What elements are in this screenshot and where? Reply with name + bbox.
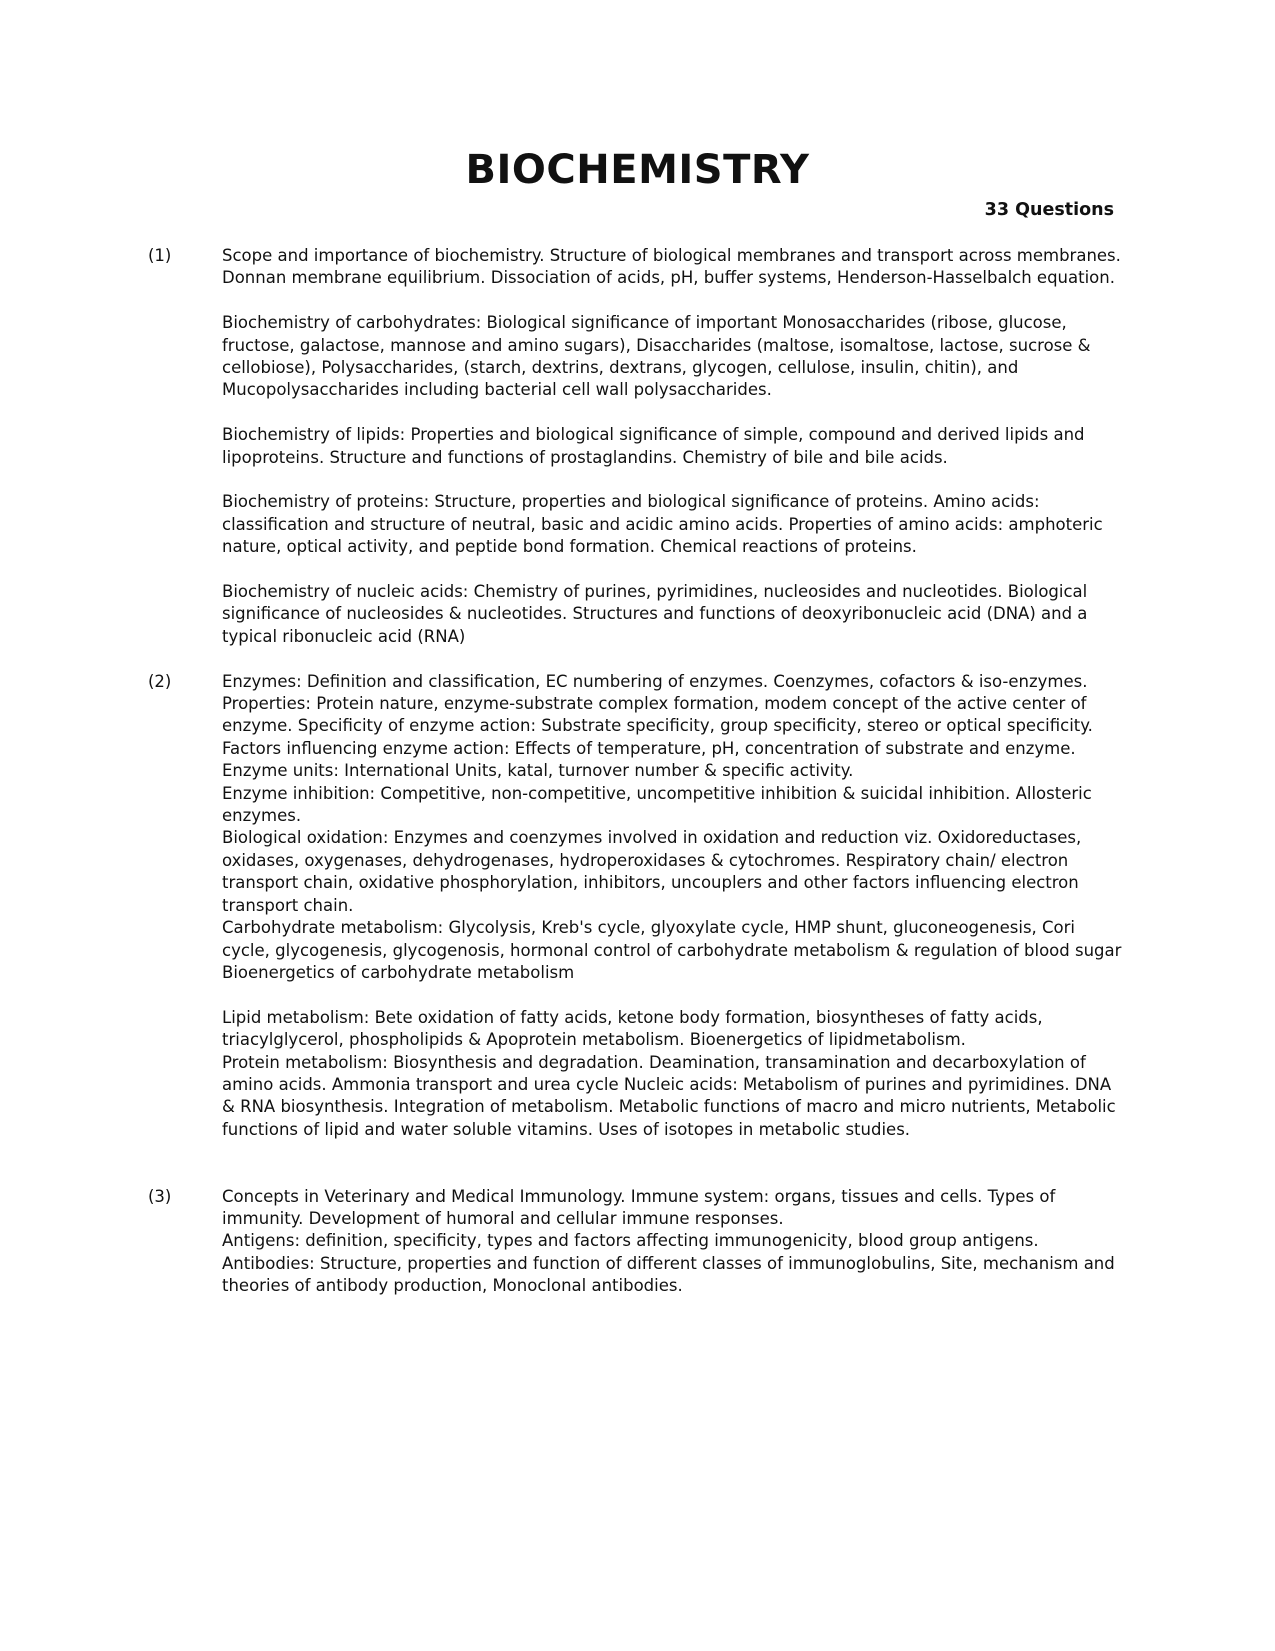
question-count: 33 Questions [984,200,1114,220]
paragraph: Carbohydrate metabolism: Glycolysis, Kreb's cycle, glyoxylate cycle, HMP shunt, gluconeogenesis, Cori cycle, glycogenesis, glycogenosis, hormonal control of carbohydrate metabolism & regulation of blood sugar Bioenergetics of carbohydrate metabolism [222,918,1122,982]
paragraph: Enzymes: Definition and classification, EC numbering of enzymes. Coenzymes, cofactors & iso-enzymes. Properties: Protein nature, enzyme-substrate complex formation, modem concept of the active center of enzyme. Specificity of enzyme action: Substrate specificity, group specificity, stereo or optical specificity. Factors influencing enzyme action: Effects of temperature, pH, concentration of substrate and enzyme. [222,671,1093,758]
paragraph: Lipid metabolism: Bete oxidation of fatty acids, ketone body formation, biosyntheses of fatty acids, triacylglycerol, phospholipids & Apoprotein metabolism. Bioenergetics of lipidmetabolism. [222,1007,1043,1050]
paragraph: Concepts in Veterinary and Medical Immunology. Immune system: organs, tissues and cells. Types of immunity. Development of humoral and cellular immune responses. [222,1186,1056,1228]
section-body [222,671,1128,1164]
section-body [222,1186,1128,1298]
section-number: (1) [148,246,172,265]
paragraph: Enzyme inhibition: Competitive, non-competitive, uncompetitive inhibition & suicidal inhibition. Allosteric enzymes. [222,783,1092,826]
page-title: BIOCHEMISTRY [465,147,810,193]
syllabus-content [148,245,1128,1298]
paragraph: Enzyme units: International Units, katal, turnover number & specific activity. [222,761,854,781]
section-number: (3) [148,1186,172,1206]
paragraph: Biochemistry of nucleic acids: Chemistry of purines, pyrimidines, nucleosides and nucleotides. Biological significance of nucleosides & nucleotides. Structures and functions of deoxyribonucleic acid (DNA) and a typical ribonucleic acid (RNA) [222,582,1088,646]
section-2 [148,671,1128,1164]
paragraph: Biochemistry of proteins: Structure, properties and biological significance of proteins. Amino acids: classification and structure of neutral, basic and acidic amino acids. Properties of amino acids: amphoteric nature, optical activity, and peptide bond formation. Chemical reactions of proteins. [222,492,1103,557]
paragraph: Biochemistry of lipids: Properties and biological significance of simple, compound and derived lipids and lipoproteins. Structure and functions of prostaglandins. Chemistry of bile and bile acids. [222,425,1085,467]
paragraph: Protein metabolism: Biosynthesis and degradation. Deamination, transamination and decarboxylation of amino acids. Ammonia transport and urea cycle Nucleic acids: Metabolism of purines and pyrimidines. DNA & RNA biosynthesis. Integration of metabolism. Metabolic functions of macro and micro nutrients, Metabolic functions of lipid and water soluble vitamins. Uses of isotopes in metabolic studies. [222,1052,1116,1139]
paragraph: Biochemistry of carbohydrates: Biological significance of important Monosaccharides (ribose, glucose, fructose, galactose, mannose and amino sugars), Disaccharides (maltose, isomaltose, lactose, sucrose & cellobiose), Polysaccharides, (starch, dextrins, dextrans, glycogen, cellulose, insulin, chitin), and Mucopolysaccharides including bacterial cell wall polysaccharides. [222,313,1091,400]
paragraph: Scope and importance of biochemistry. Structure of biological membranes and transport across membranes. Donnan membrane equilibrium. Dissociation of acids, pH, buffer systems, Henderson-Hasselbalch equation. [222,246,1121,288]
paragraph: Antigens: definition, specificity, types and factors affecting immunogenicity, blood group antigens. Antibodies: Structure, properties and function of different classes of immunoglobulins, Site, mechanism and theories of antibody production, Monoclonal antibodies. [222,1231,1115,1296]
paragraph: Biological oxidation: Enzymes and coenzymes involved in oxidation and reduction viz. Oxidoreductases, oxidases, oxygenases, dehydrogenases, hydroperoxidases & cytochromes. Respiratory chain/ electron transport chain, oxidative phosphorylation, inhibitors, uncouplers and other factors influencing electron transport chain. [222,828,1082,915]
section-number: (2) [148,671,172,691]
section-3 [148,1186,1128,1298]
section-body [222,245,1128,671]
section-1 [148,245,1128,671]
